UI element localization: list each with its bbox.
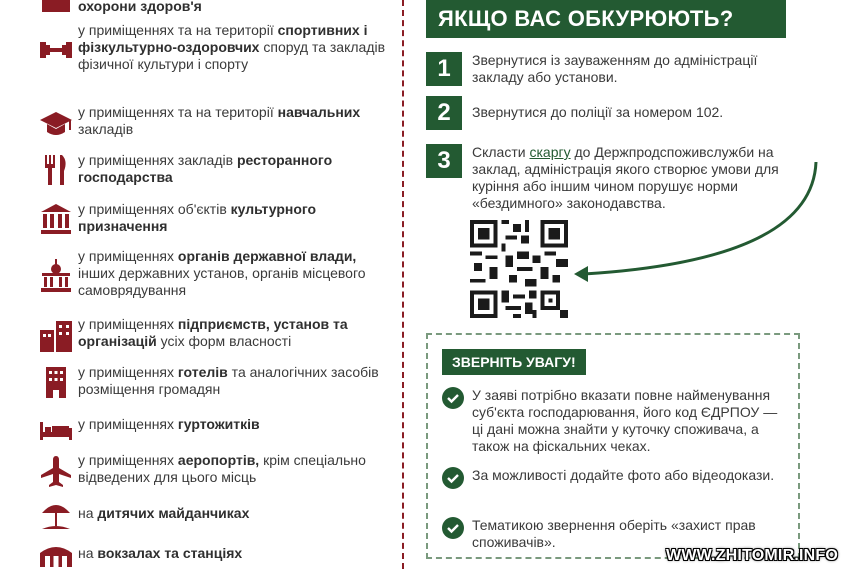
place-text: у приміщеннях органів державної влади, інших державних установ, органів місцевого самоврядування	[78, 248, 366, 298]
place-text: у приміщеннях та на території спортивних і фізкультурно-оздоровчих споруд та закладів фізичної культури і спорту	[78, 22, 386, 72]
attention-text: У заяві потрібно вказати повне найменування суб'єкта господарювання, його код ЄДРПОУ — ці дані можна знайти у куточку споживача, а також на фіскальних чеках.	[472, 387, 778, 454]
step-number: 1	[426, 52, 462, 86]
attention-text: За можливості додайте фото або відеодокази.	[472, 467, 775, 483]
qr-code-image[interactable]	[470, 220, 568, 318]
office-buildings-icon	[38, 318, 74, 354]
curved-arrow-icon	[572, 160, 822, 290]
beach-umbrella-icon	[38, 497, 74, 533]
bed-icon	[38, 410, 74, 446]
place-text: на вокзалах та станціях	[78, 545, 243, 561]
airplane-icon	[38, 454, 74, 490]
graduation-cap-icon	[38, 106, 74, 142]
panel-title: ЯКЩО ВАС ОБКУРЮЮТЬ?	[426, 0, 786, 38]
step-text: Скласти скаргу до Держпродспоживслужби на заклад, адміністрація якого створює умови для куріння або іншим чином порушує норми «бездимного» законодавства.	[472, 144, 779, 211]
attention-title: ЗВЕРНІТЬ УВАГУ!	[442, 349, 586, 375]
step-number: 2	[426, 96, 462, 130]
places-list	[0, 0, 400, 569]
place-text: у приміщеннях підприємств, установ та організацій усіх форм власності	[78, 316, 348, 349]
step-text: Звернутися до поліції за номером 102.	[472, 104, 724, 120]
hotel-icon	[38, 364, 74, 400]
place-text: у приміщеннях аеропортів, крім спеціально відведених для цього місць	[78, 452, 366, 485]
watermark: WWW.ZHITOMIR.INFO	[666, 547, 838, 564]
place-text: на дитячих майданчиках	[78, 505, 250, 521]
place-text: у приміщеннях готелів та аналогічних засобів розміщення громадян	[78, 364, 379, 397]
fork-knife-icon	[38, 152, 74, 188]
place-text: у приміщеннях об'єктів культурного призначення	[78, 201, 317, 234]
attention-box	[426, 333, 800, 559]
step-text: Звернутися із зауваженням до адміністрації закладу або установи.	[472, 52, 758, 85]
dumbbell-icon	[38, 32, 74, 68]
complaint-link[interactable]: скаргу	[529, 144, 571, 160]
museum-icon	[38, 201, 74, 237]
station-icon	[38, 537, 74, 573]
check-circle-icon	[442, 517, 464, 539]
place-text: у приміщеннях закладів ресторанного господарства	[78, 152, 333, 185]
attention-text: Тематикою звернення оберіть «захист прав споживачів».	[472, 517, 756, 550]
check-circle-icon	[442, 467, 464, 489]
government-building-icon	[38, 258, 74, 294]
place-text: охорони здоров'я	[78, 0, 202, 14]
health-icon	[38, 0, 74, 26]
step-number: 3	[426, 144, 462, 178]
if-smoked-panel	[404, 0, 850, 569]
place-text: у приміщеннях та на території навчальних закладів	[78, 104, 361, 137]
check-circle-icon	[442, 387, 464, 409]
place-text: у приміщеннях гуртожитків	[78, 416, 260, 432]
